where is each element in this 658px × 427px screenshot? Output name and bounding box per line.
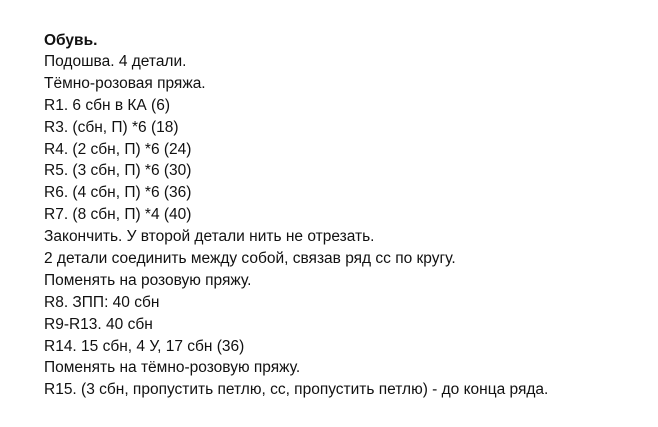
pattern-text bbox=[44, 30, 548, 401]
pattern-line-sole: Подошва. 4 детали. bbox=[44, 53, 187, 70]
pattern-line-r3: R3. (сбн, П) *6 (18) bbox=[44, 118, 179, 136]
pattern-line-finish: Закончить. У второй детали нить не отрезать. bbox=[44, 228, 375, 246]
pattern-line-r7: R7. (8 сбн, П) *4 (40) bbox=[44, 206, 192, 224]
pattern-line-r14: R14. 15 сбн, 4 У, 17 сбн (36) bbox=[44, 337, 245, 355]
pattern-line-r6: R6. (4 сбн, П) *6 (36) bbox=[44, 184, 192, 202]
pattern-line-yarn-dark-pink-2: Поменять на тёмно-розовую пряжу. bbox=[44, 359, 301, 377]
pattern-line-yarn-pink: Поменять на розовую пряжу. bbox=[44, 271, 252, 289]
section-title: Обувь. bbox=[44, 32, 98, 49]
pattern-line-yarn-dark-pink: Тёмно-розовая пряжа. bbox=[44, 74, 206, 92]
pattern-line-r8: R8. ЗПП: 40 сбн bbox=[44, 293, 160, 311]
pattern-line-r1: R1. 6 сбн в КА (6) bbox=[44, 96, 171, 114]
pattern-line-r5: R5. (3 сбн, П) *6 (30) bbox=[44, 162, 192, 180]
pattern-line-r15: R15. (3 сбн, пропустить петлю, сс, пропустить петлю) - до конца ряда. bbox=[44, 381, 549, 399]
pattern-line-join: 2 детали соединить между собой, связав ряд сс по кругу. bbox=[44, 250, 456, 268]
pattern-line-r9-r13: R9-R13. 40 сбн bbox=[44, 315, 153, 333]
pattern-line-r4: R4. (2 сбн, П) *6 (24) bbox=[44, 140, 192, 158]
